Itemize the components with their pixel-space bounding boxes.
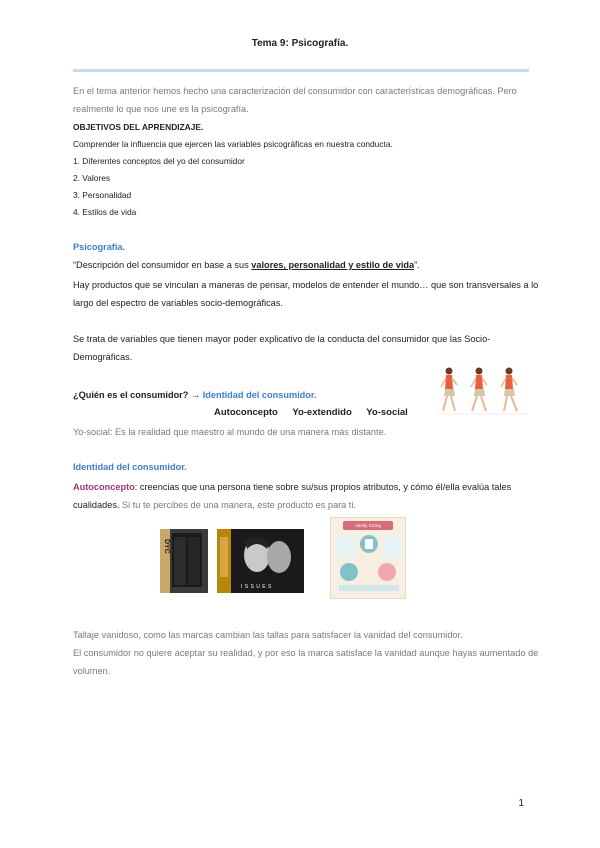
page-number: 1 bbox=[518, 798, 524, 809]
faces-ad-caption: I S S U E S bbox=[241, 584, 272, 590]
jeans-ad-image bbox=[160, 529, 208, 593]
section-heading-identidad: Identidad del consumidor. bbox=[73, 462, 187, 472]
title-divider bbox=[73, 69, 529, 72]
walking-woman-image bbox=[437, 365, 527, 417]
infographic-banner: Vanity Sizing bbox=[343, 521, 393, 530]
autoconcepto-definition: : creencias que una persona tiene sobre su/sus propios atributos, y cómo él/ella evalúa tales cualidades. bbox=[73, 482, 512, 510]
objective-item: 3. Personalidad bbox=[73, 190, 132, 200]
autoconcepto-term: Autoconcepto bbox=[73, 482, 135, 492]
quien-question: ¿Quién es el consumidor? → bbox=[73, 390, 201, 400]
faces-ad-image bbox=[217, 529, 304, 593]
intro-paragraph: En el tema anterior hemos hecho una caracterización del consumidor con características demográficas. Pero realmente lo que nos une es la psicografía. bbox=[73, 86, 517, 114]
quien-line bbox=[73, 386, 433, 404]
quote-emphasis: valores, personalidad y estilo de vida bbox=[251, 260, 415, 270]
psicografia-paragraph: Hay productos que se vinculan a maneras de pensar, modelos de entender el mundo… que son transversales a lo largo del espectro de variables socio-demográficas. bbox=[73, 280, 539, 308]
quien-answer: Identidad del consumidor. bbox=[202, 390, 317, 400]
jeans-ad-logo-text: DYC bbox=[163, 539, 170, 554]
infographic-body bbox=[331, 530, 407, 596]
objective-item: 4. Estilos de vida bbox=[73, 207, 137, 217]
closing-paragraph-2: El consumidor no quiere aceptar su realidad, y por eso la marca satisface la vanidad aunque hayas aumentado de volumen. bbox=[73, 648, 539, 676]
page-title: Tema 9: Psicografía. bbox=[251, 38, 349, 49]
concept-autoconcepto: Autoconcepto bbox=[214, 407, 278, 418]
objective-item: 1. Diferentes conceptos del yo del consumidor bbox=[73, 156, 245, 166]
section-heading-psicografia: Psicografía. bbox=[73, 242, 126, 252]
autoconcepto-note: Si tu te percibes de una manera, este producto es para ti. bbox=[119, 500, 356, 510]
vanity-sizing-infographic bbox=[330, 517, 406, 599]
quote-end: ”. bbox=[414, 260, 420, 270]
autoconcepto-paragraph bbox=[73, 478, 556, 514]
objective-item: 2. Valores bbox=[73, 173, 111, 183]
psicografia-paragraph-2: Se trata de variables que tienen mayor poder explicativo de la conducta del consumidor que las Socio-Demográficas. bbox=[73, 334, 491, 362]
objectives-text: Comprender la influencia que ejercen las variables psicográficas en nuestra conducta. bbox=[73, 139, 393, 149]
yo-social-paragraph: Yo-social: Es la realidad que maestro al mundo de una manera más distante. bbox=[73, 427, 387, 437]
quote-start: “Descripción del consumidor en base a sus bbox=[73, 260, 252, 270]
definition-quote bbox=[73, 256, 543, 274]
concept-yo-extendido: Yo-extendido bbox=[292, 407, 352, 418]
closing-paragraph-1: Tallaje vanidoso, como las marcas cambian las tallas para satisfacer la vanidad del consumidor. bbox=[73, 630, 463, 640]
self-concepts-row bbox=[214, 407, 418, 418]
concept-yo-social: Yo-social bbox=[366, 407, 408, 418]
objectives-heading: OBJETIVOS DEL APRENDIZAJE. bbox=[73, 122, 204, 132]
